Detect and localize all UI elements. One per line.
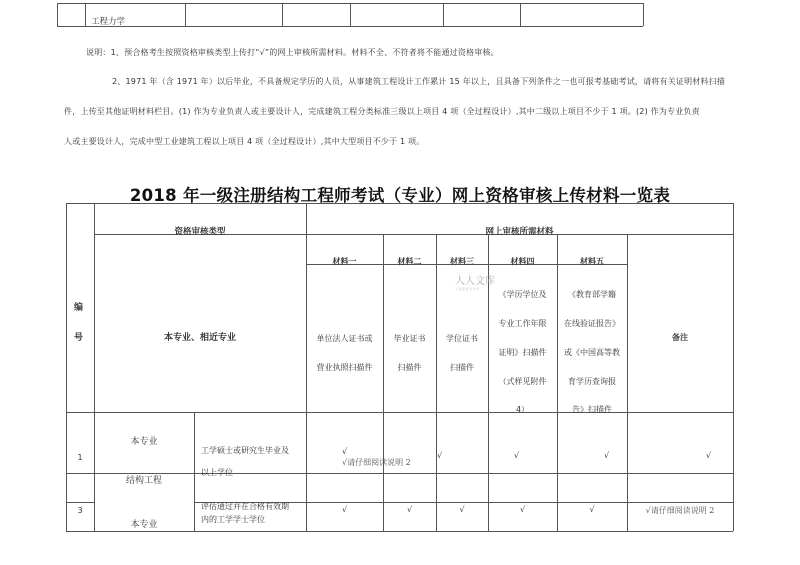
material-4-label: 材料四 xyxy=(510,257,535,266)
watermark-subtext: 下载高清无水印 xyxy=(455,287,480,291)
material-2-desc: 毕业证书 xyxy=(393,334,426,343)
table-border xyxy=(66,531,733,532)
number-header-1: 编 xyxy=(74,303,84,313)
table-border xyxy=(643,3,644,26)
material-1-desc: 营业执照扫描件 xyxy=(316,363,373,372)
table-border xyxy=(66,502,94,503)
material-3-check: √ xyxy=(459,505,465,514)
table-border xyxy=(66,203,733,204)
table-border xyxy=(66,203,67,531)
material-3-label: 材料三 xyxy=(450,257,474,266)
remark-check: √ xyxy=(706,451,712,460)
material-1-label: 材料一 xyxy=(332,257,357,266)
category-label: 结构工程 xyxy=(125,476,162,486)
material-2-check: √ xyxy=(437,451,443,460)
material-4-desc: 4） xyxy=(515,405,530,414)
remark-header: 备注 xyxy=(672,333,688,342)
table-border xyxy=(282,3,283,26)
material-5-desc: 在线验证报告》 xyxy=(564,319,620,328)
note-line-3: 件，上传至其他证明材料栏目。(1) 作为专业负责人或主要设计人，完成建筑工程分类标准三级以上项目 4 项（全过程设计）,其中二级以上项目不少于 1 项。(2) 作为专业负责 xyxy=(64,107,700,116)
table-border xyxy=(627,234,628,531)
number-header-2: 号 xyxy=(74,333,84,343)
major-type-header: 本专业、相近专业 xyxy=(163,333,236,343)
row-number: 1 xyxy=(77,453,83,462)
material-1-desc: 单位法人证书或 xyxy=(316,334,373,343)
table-border xyxy=(443,3,444,26)
table-border xyxy=(350,3,351,26)
row-number: 3 xyxy=(77,506,83,515)
material-2-check: √ xyxy=(406,505,413,514)
table-border xyxy=(57,26,643,27)
material-3-desc: 学位证书 xyxy=(446,334,478,343)
note-line-4: 人或主要设计人，完成中型工业建筑工程以上项目 4 项（全过程设计）,其中大型项目不少于 1 项。 xyxy=(64,137,425,146)
material-3-check: √ xyxy=(514,451,520,460)
education-requirement: 工学硕士或研究生毕业及 xyxy=(201,446,289,455)
material-4-desc: （式样见附件 xyxy=(498,377,547,386)
education-requirement: 以上学位 xyxy=(201,468,233,477)
table-border xyxy=(436,234,437,531)
table-border xyxy=(733,203,734,531)
required-materials-header: 网上审核所需材料 xyxy=(485,227,554,237)
material-4-check: √ xyxy=(604,451,610,460)
table-border xyxy=(520,3,521,26)
education-requirement: 内的工学学士学位 xyxy=(201,515,265,524)
material-3-desc: 扫描件 xyxy=(450,363,474,372)
material-1-check: √ xyxy=(342,447,348,456)
category-label: 本专业 xyxy=(130,520,158,530)
note-line-2: 2、1971 年（含 1971 年）以后毕业，不具备规定学历的人员，从事建筑工程设计工作累计 15 年以上，且具备下列条件之一也可报考基础考试，请将有关证明材料扫描 xyxy=(112,77,726,86)
material-2-label: 材料二 xyxy=(397,257,422,266)
table-border xyxy=(383,234,384,531)
watermark-logo xyxy=(455,272,495,291)
material-5-desc: 或《中国高等教 xyxy=(564,348,620,357)
material-4-desc: 专业工作年限 xyxy=(498,319,547,328)
qualification-type-header: 资格审核类型 xyxy=(174,227,226,237)
table-border xyxy=(194,412,195,531)
material-1-note: √请仔细阅读说明 2 xyxy=(342,458,411,467)
education-requirement: 评估通过并在合格有效期 xyxy=(201,502,289,511)
top-row-label: 工程力学 xyxy=(91,17,126,27)
table-border xyxy=(66,412,733,413)
page-title: 2018 年一级注册结构工程师考试（专业）网上资格审核上传材料一览表 xyxy=(129,186,671,205)
material-5-check: √ xyxy=(589,505,595,514)
table-border xyxy=(185,3,186,26)
remark-note: √请仔细阅读说明 2 xyxy=(645,506,715,515)
material-4-check: √ xyxy=(519,505,526,514)
material-5-desc: 告》扫描件 xyxy=(572,405,612,414)
category-label: 本专业 xyxy=(130,437,158,447)
table-border xyxy=(57,3,58,26)
material-1-check: √ xyxy=(341,505,348,514)
note-line-1: 说明：1、预合格考生按照资格审核类型上传打“√”的网上审核所需材料。材料不全、不符者将不能通过资格审核。 xyxy=(86,48,499,57)
table-border xyxy=(85,3,86,26)
material-2-desc: 扫描件 xyxy=(397,363,422,372)
material-4-desc: 《学历学位及 xyxy=(498,290,547,299)
material-5-desc: 育学历查询报 xyxy=(568,377,616,386)
watermark-text: 人人文库 xyxy=(455,276,495,287)
material-5-label: 材料五 xyxy=(580,257,604,266)
material-5-desc: 《教育部学籍 xyxy=(568,290,616,299)
material-4-desc: 证明》扫描件 xyxy=(498,348,547,357)
